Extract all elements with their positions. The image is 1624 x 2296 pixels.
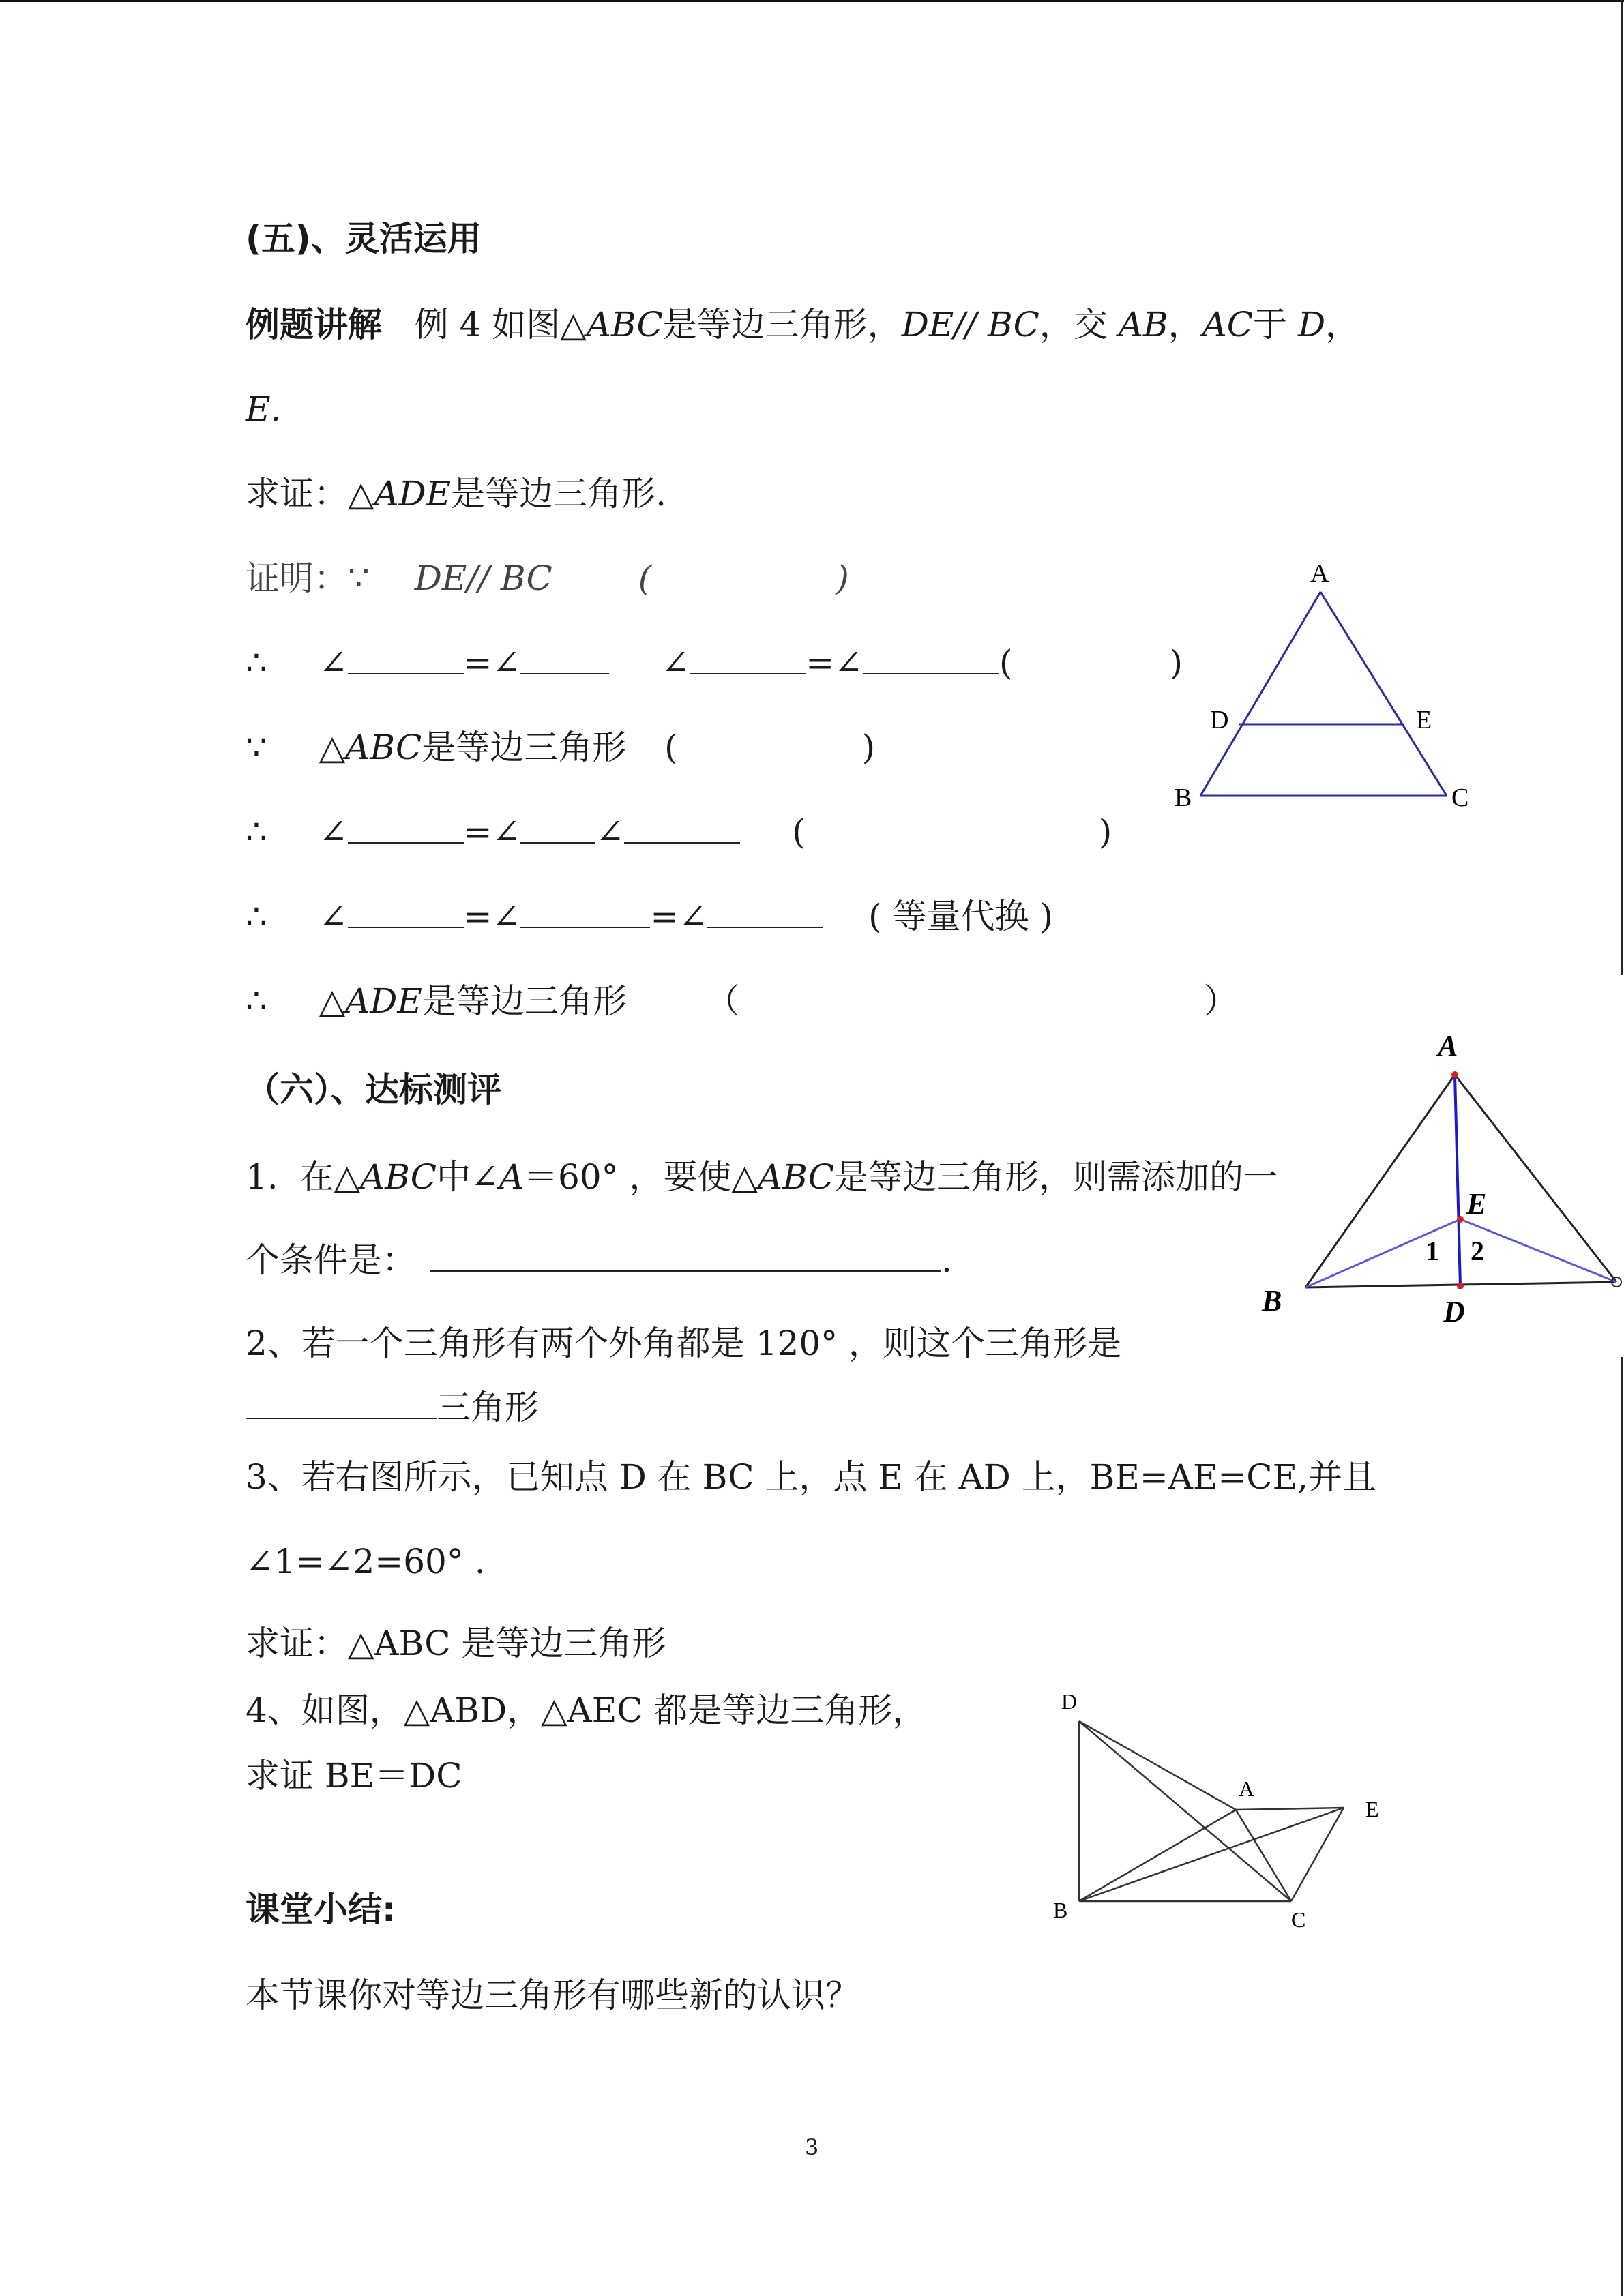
- reason-close: ): [861, 728, 876, 767]
- example-4-continuation: E.: [246, 389, 282, 429]
- prove-statement: [246, 473, 666, 514]
- proof-line-1: [246, 558, 849, 599]
- prove-text: 是等边三角形.: [451, 474, 667, 513]
- question-text: 个条件是：: [246, 1240, 416, 1280]
- angle-symbol: ∠: [319, 897, 348, 936]
- section-heading-5: (五)、灵活运用: [246, 219, 482, 258]
- point-d: [1457, 1283, 1464, 1289]
- example-text: 是等边三角形，: [662, 305, 902, 344]
- segment-ac: [1236, 1810, 1291, 1901]
- question-text: .: [941, 1240, 952, 1280]
- page-number: 3: [805, 2134, 819, 2160]
- question-text: 三角形: [437, 1388, 539, 1427]
- proof-text: 是等边三角形: [422, 981, 627, 1021]
- example-de-bc: DE// BC: [901, 305, 1039, 344]
- label-c: C: [1291, 1907, 1306, 1932]
- page-right-border-lower: [1621, 1357, 1623, 2296]
- question-number: 1.: [246, 1157, 278, 1197]
- answer-blank[interactable]: [690, 643, 806, 674]
- reason-open: (: [664, 728, 678, 767]
- label-b: B: [1053, 1898, 1068, 1922]
- q1-abc: ABC: [359, 1157, 437, 1197]
- reason-open: (: [868, 897, 882, 936]
- therefore-symbol: ∴: [246, 812, 267, 852]
- triangle-symbol: △: [319, 981, 346, 1021]
- page-right-border: [1621, 0, 1623, 975]
- reason-substitution: 等量代换: [892, 897, 1029, 936]
- prove-ade: ADE: [374, 474, 452, 513]
- label-e: E: [1416, 706, 1432, 734]
- reason-close: ): [1039, 897, 1053, 936]
- equals-angle: =∠: [463, 897, 521, 936]
- question-3: 3、若右图所示，已知点 D 在 BC 上，点 E 在 AD 上，BE=AE=CE,并且: [246, 1457, 1376, 1497]
- segment-ad: [1455, 1075, 1460, 1286]
- example-d: D: [1297, 305, 1326, 344]
- example-text: ，: [1325, 305, 1360, 344]
- label-b: B: [1262, 1284, 1282, 1317]
- segment-da: [1079, 1721, 1236, 1810]
- question-text: 中∠: [437, 1157, 499, 1197]
- side-ab: [1305, 1075, 1455, 1287]
- side-ab: [1200, 592, 1320, 796]
- question-2: 2、若一个三角形有两个外角都是 120° ，则这个三角形是: [246, 1324, 1122, 1363]
- question-text: 在△: [299, 1157, 360, 1197]
- segment-dc: [1079, 1721, 1291, 1901]
- example-4-statement: [246, 304, 1359, 345]
- example-label: 例题讲解: [246, 305, 382, 344]
- answer-blank[interactable]: [246, 1391, 437, 1419]
- side-ac: [1320, 592, 1447, 796]
- point-e: [1457, 1216, 1464, 1223]
- answer-blank[interactable]: [863, 643, 999, 674]
- proof-line-5: [246, 896, 1053, 937]
- answer-blank[interactable]: [520, 812, 595, 844]
- question-4-line-2: 求证 BE＝DC: [246, 1756, 462, 1795]
- because-symbol: ∵: [348, 558, 370, 598]
- question-1: [246, 1157, 1278, 1197]
- answer-blank[interactable]: [348, 643, 464, 674]
- equals-angle: =∠: [463, 812, 521, 852]
- example-text: ，交: [1039, 305, 1119, 344]
- therefore-symbol: ∴: [246, 981, 267, 1021]
- angle-symbol: ∠: [319, 643, 348, 683]
- therefore-symbol: ∴: [246, 643, 267, 683]
- question-3-line-2: ∠1=∠2=60° .: [246, 1542, 486, 1581]
- example-abc: ABC: [586, 305, 663, 344]
- equals-angle: =∠: [806, 643, 863, 683]
- proof-line-6: [246, 981, 1238, 1022]
- label-d: D: [1443, 1295, 1465, 1328]
- proof-de-bc: DE// BC: [414, 558, 552, 598]
- answer-blank[interactable]: [430, 1240, 941, 1272]
- label-a: A: [1239, 1776, 1255, 1801]
- question-text: 是等边三角形，则需添加的一: [834, 1157, 1278, 1197]
- summary-heading: 课堂小结:: [246, 1890, 396, 1929]
- answer-blank[interactable]: [707, 897, 823, 928]
- reason-close: ): [1098, 812, 1112, 852]
- reason-open: (: [638, 558, 652, 598]
- prove-text: 求证：△: [246, 474, 374, 513]
- summary-question: 本节课你对等边三角形有哪些新的认识？: [246, 1976, 859, 2015]
- angle-symbol: ∠: [595, 812, 625, 852]
- example-text: 例 4 如图△: [414, 305, 587, 344]
- side-bc: [1305, 1282, 1616, 1287]
- q1-abc: ABC: [758, 1157, 835, 1197]
- answer-blank[interactable]: [520, 897, 650, 928]
- label-c: C: [1451, 784, 1469, 812]
- question-1-line-2: [246, 1240, 952, 1281]
- reason-close: ): [1169, 643, 1183, 683]
- segment-be: [1305, 1219, 1460, 1287]
- question-2-line-2: [246, 1387, 539, 1428]
- proof-line-3: [246, 727, 875, 768]
- proof-label: 证明：: [246, 558, 348, 598]
- answer-blank[interactable]: [348, 897, 464, 928]
- label-a: A: [1310, 559, 1329, 588]
- proof-abc: ABC: [345, 728, 422, 767]
- label-b: B: [1175, 784, 1192, 812]
- segment-ba: [1079, 1810, 1236, 1901]
- reason-open: （: [705, 981, 740, 1021]
- q1-a: A: [499, 1157, 525, 1197]
- because-symbol: ∵: [246, 728, 267, 767]
- question-4: 4、如图，△ABD，△AEC 都是等边三角形，: [246, 1690, 927, 1730]
- section-heading-6: （六）、达标测评: [246, 1070, 501, 1109]
- angle-1-label: 1: [1426, 1236, 1439, 1266]
- label-d: D: [1061, 1689, 1078, 1714]
- therefore-symbol: ∴: [246, 897, 267, 936]
- label-a: A: [1438, 1029, 1458, 1062]
- question-3-line-3: 求证：△ABC 是等边三角形: [246, 1624, 666, 1663]
- proof-text: 是等边三角形: [422, 728, 627, 767]
- angle-symbol: ∠: [661, 643, 690, 683]
- point-a: [1451, 1071, 1458, 1078]
- example-text: ，: [1168, 305, 1202, 344]
- proof-line-2: [246, 642, 1183, 683]
- reason-open: (: [792, 812, 806, 852]
- angle-2-label: 2: [1471, 1236, 1484, 1266]
- reason-close: ）: [1203, 981, 1238, 1021]
- label-e: E: [1466, 1187, 1487, 1221]
- proof-line-4: [246, 811, 1112, 852]
- segment-ae: [1236, 1808, 1344, 1810]
- angle-symbol: ∠: [319, 812, 348, 852]
- point-c: [1612, 1277, 1621, 1287]
- side-ac: [1455, 1075, 1616, 1282]
- segment-ce: [1460, 1219, 1616, 1282]
- triangle-symbol: △: [319, 728, 346, 767]
- segment-be: [1079, 1808, 1344, 1901]
- reason-open: (: [999, 643, 1013, 683]
- example-ac: AC: [1202, 305, 1254, 344]
- label-d: D: [1210, 706, 1229, 734]
- example-text: 于: [1253, 305, 1298, 344]
- proof-ade: ADE: [345, 981, 422, 1021]
- label-e: E: [1365, 1797, 1379, 1821]
- segment-ec: [1291, 1808, 1344, 1901]
- question-text: ＝60° ，要使△: [524, 1157, 758, 1197]
- answer-blank[interactable]: [520, 643, 609, 674]
- page-top-border: [0, 0, 1624, 2]
- reason-close: ): [836, 558, 849, 598]
- answer-blank[interactable]: [624, 812, 740, 844]
- equals-angle: =∠: [463, 643, 521, 683]
- example-ab: AB: [1118, 305, 1168, 344]
- equals-angle: =∠: [650, 897, 708, 936]
- answer-blank[interactable]: [348, 812, 464, 844]
